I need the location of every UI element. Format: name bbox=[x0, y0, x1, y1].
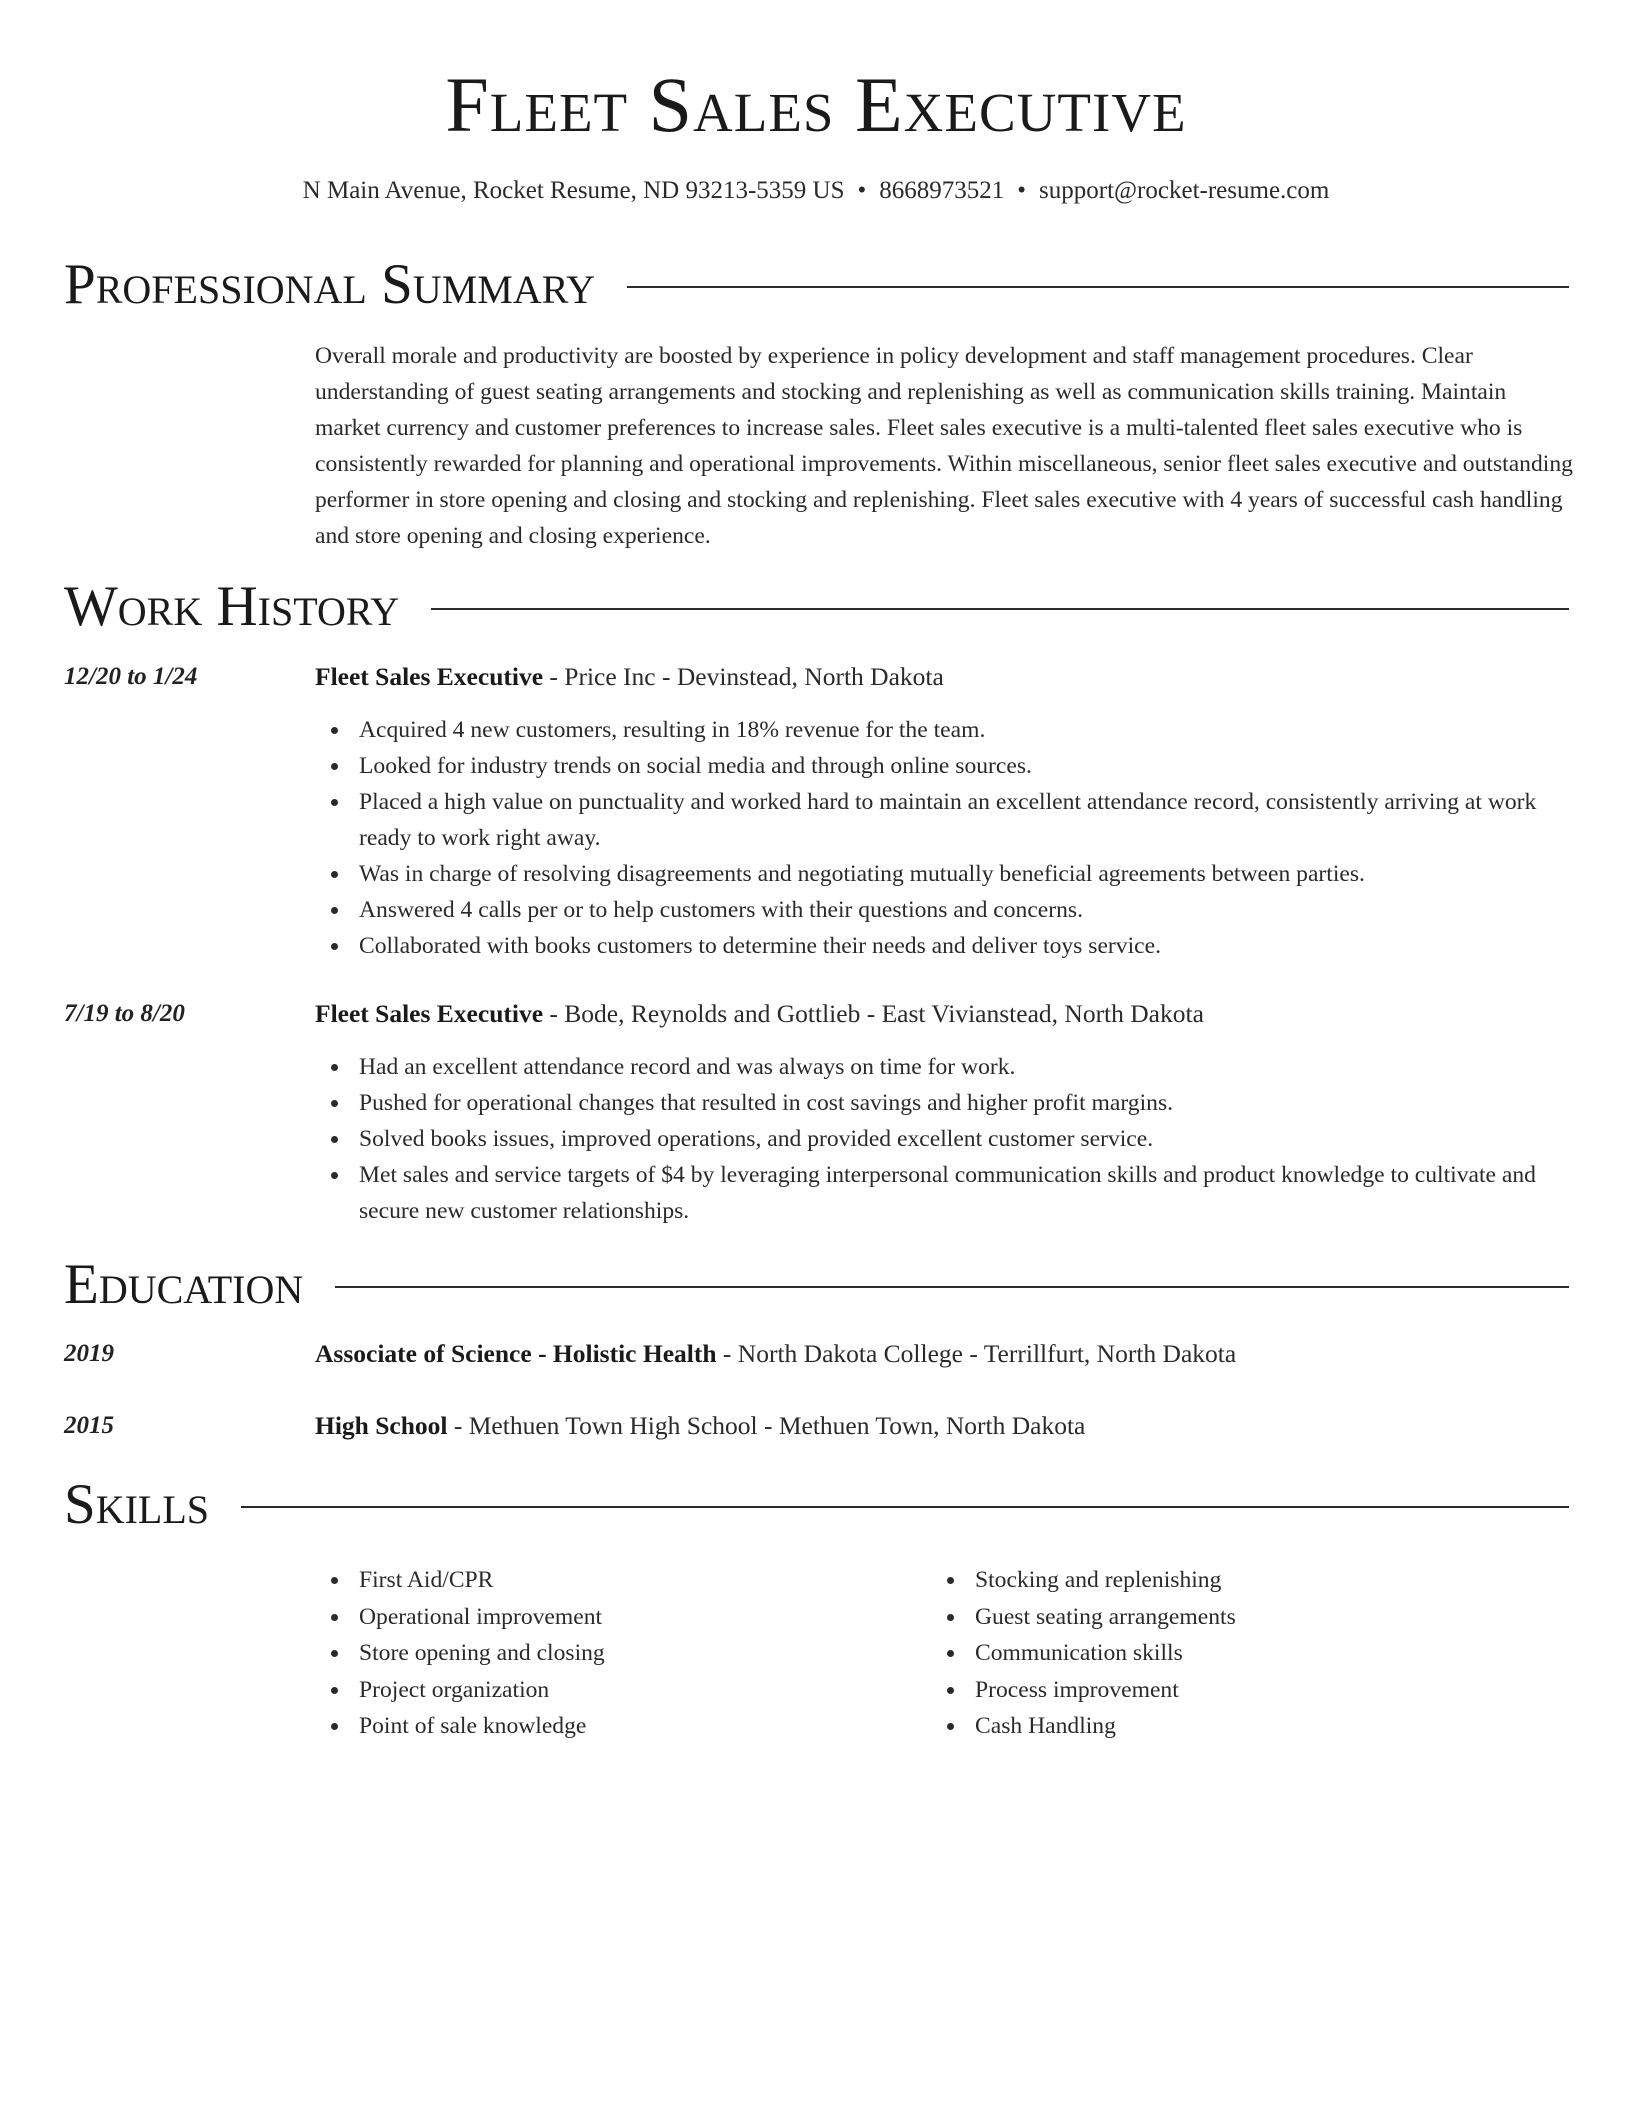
work-section-header bbox=[64, 572, 1569, 642]
skill-item: Store opening and closing bbox=[315, 1635, 915, 1672]
job-dates: 7/19 to 8/20 bbox=[64, 1000, 185, 1027]
work-section-title: Work History bbox=[64, 575, 400, 638]
list-item: Placed a high value on punctuality and worked hard to maintain an excellent attendance record, consistently arriving at work ready to work right away. bbox=[315, 784, 1575, 856]
list-item: Had an excellent attendance record and was always on time for work. bbox=[315, 1049, 1575, 1085]
summary-text: Overall morale and productivity are boosted by experience in policy development and staff management procedures. Clear understanding of guest seating arrangements and stocking and replenishing as well as communication skills training. Maintain market currency and customer preferences to increase sales. Fleet sales executive is a multi-talented fleet sales executive who is consistently rewarded for planning and operational improvements. Within miscellaneous, senior fleet sales executive and outstanding performer in store opening and closing and stocking and replenishing. Fleet sales executive with 4 years of successful cash handling and store opening and closing experience. bbox=[315, 343, 1573, 549]
skills-section-title: Skills bbox=[64, 1473, 210, 1536]
section-divider bbox=[241, 1506, 1569, 1508]
education-year: 2015 bbox=[64, 1412, 114, 1439]
education-degree: Associate of Science - Holistic Health bbox=[315, 1339, 717, 1368]
list-item: Pushed for operational changes that resulted in cost savings and higher profit margins. bbox=[315, 1085, 1575, 1121]
education-details: - Methuen Town High School - Methuen Town, North Dakota bbox=[447, 1411, 1086, 1440]
job-role: Fleet Sales Executive bbox=[315, 999, 544, 1028]
list-item: Answered 4 calls per or to help customers with their questions and concerns. bbox=[315, 892, 1575, 928]
list-item: Met sales and service targets of $4 by leveraging interpersonal communication skills and product knowledge to cultivate and secure new customer relationships. bbox=[315, 1157, 1575, 1229]
education-entry bbox=[315, 1337, 1575, 1371]
skill-item: Cash Handling bbox=[931, 1708, 1531, 1745]
job-bullets bbox=[315, 1049, 1575, 1229]
contact-line bbox=[0, 174, 1632, 208]
list-item: Solved books issues, improved operations, and provided excellent customer service. bbox=[315, 1121, 1575, 1157]
job-heading bbox=[315, 660, 1575, 694]
summary-section-title: Professional Summary bbox=[64, 253, 596, 316]
job-dates: 12/20 to 1/24 bbox=[64, 663, 198, 690]
skill-item: Point of sale knowledge bbox=[315, 1708, 915, 1745]
job-bullets bbox=[315, 712, 1575, 964]
candidate-name: Fleet Sales Executive bbox=[445, 61, 1187, 148]
section-divider bbox=[335, 1286, 1569, 1288]
section-divider bbox=[431, 608, 1569, 610]
contact-address: N Main Avenue, Rocket Resume, ND 93213-5359 US bbox=[302, 177, 845, 204]
job-role: Fleet Sales Executive bbox=[315, 662, 544, 691]
skills-list-left bbox=[315, 1562, 915, 1745]
summary-section-header bbox=[64, 250, 1569, 320]
education-degree: High School bbox=[315, 1411, 448, 1440]
contact-separator: • bbox=[1017, 177, 1027, 204]
list-item: Collaborated with books customers to determine their needs and deliver toys service. bbox=[315, 928, 1575, 964]
list-item: Was in charge of resolving disagreements and negotiating mutually beneficial agreements between parties. bbox=[315, 856, 1575, 892]
skill-item: Operational improvement bbox=[315, 1599, 915, 1636]
education-year: 2019 bbox=[64, 1340, 114, 1367]
education-details: - North Dakota College - Terrillfurt, North Dakota bbox=[716, 1339, 1237, 1368]
skill-item: Communication skills bbox=[931, 1635, 1531, 1672]
skill-item: Guest seating arrangements bbox=[931, 1599, 1531, 1636]
skills-list-right bbox=[931, 1562, 1531, 1745]
skill-item: First Aid/CPR bbox=[315, 1562, 915, 1599]
job-details: - Bode, Reynolds and Gottlieb - East Vivianstead, North Dakota bbox=[543, 999, 1204, 1028]
education-section-header bbox=[64, 1250, 1569, 1320]
education-section-title: Education bbox=[64, 1253, 304, 1316]
job-details: - Price Inc - Devinstead, North Dakota bbox=[543, 662, 944, 691]
contact-phone: 8668973521 bbox=[879, 177, 1005, 204]
skill-item: Stocking and replenishing bbox=[931, 1562, 1531, 1599]
skill-item: Project organization bbox=[315, 1672, 915, 1709]
skill-item: Process improvement bbox=[931, 1672, 1531, 1709]
section-divider bbox=[627, 286, 1569, 288]
list-item: Acquired 4 new customers, resulting in 18% revenue for the team. bbox=[315, 712, 1575, 748]
list-item: Looked for industry trends on social media and through online sources. bbox=[315, 748, 1575, 784]
job-heading bbox=[315, 997, 1575, 1031]
contact-email: support@rocket-resume.com bbox=[1039, 177, 1330, 204]
skills-section-header bbox=[64, 1470, 1569, 1540]
contact-separator: • bbox=[857, 177, 867, 204]
education-entry bbox=[315, 1409, 1575, 1443]
